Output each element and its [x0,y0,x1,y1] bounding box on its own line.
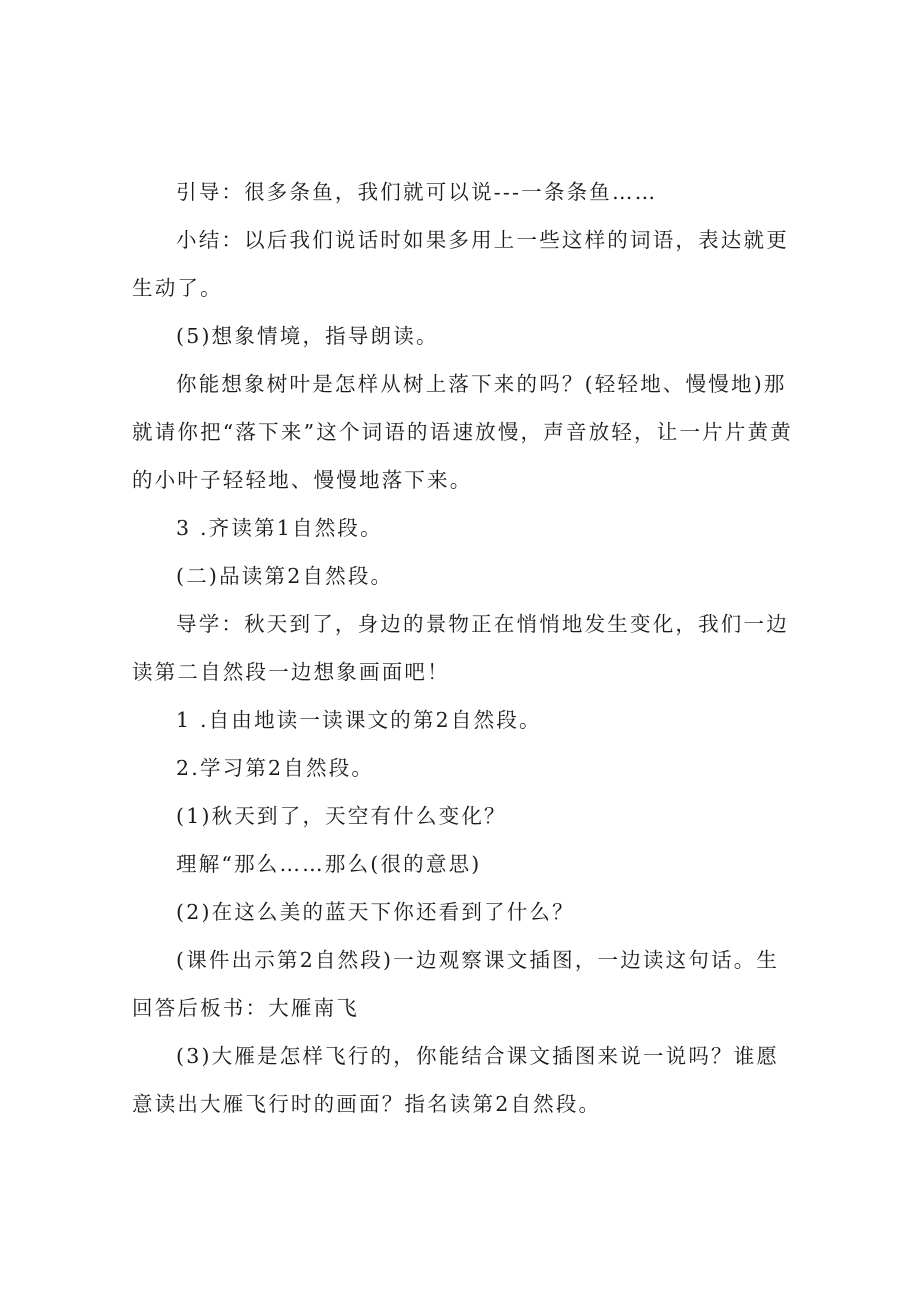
paragraph-blue-sky-question: (2)在这么美的蓝天下你还看到了什么？ [176,900,575,924]
paragraph-guide-fish: 引导：很多条鱼，我们就可以说---一条条鱼…… [176,180,658,204]
paragraph-summary: 小结：以后我们说话时如果多用上一些这样的词语，表达就更生动了。 [132,228,789,300]
document-body [132,168,794,1128]
paragraph-free-reading: 1 .自由地读一读课文的第2自然段。 [176,708,542,732]
paragraph-understand-nameme: 理解“那么……那么(很的意思) [176,852,482,876]
paragraph-geese-question: (3)大雁是怎样飞行的，你能结合课文插图来说一说吗？谁愿意读出大雁飞行时的画面？指名读第2自然段。 [132,1044,780,1116]
paragraph-learn-section-2: 2.学习第2自然段。 [176,756,375,780]
paragraph-leaves-reading: 你能想象树叶是怎样从树上落下来的吗？(轻轻地、慢慢地)那就请你把“落下来”这个词语的语速放慢，声音放轻，让一片片黄黄的小叶子轻轻地、慢慢地落下来。 [132,372,793,492]
paragraph-sky-question: (1)秋天到了，天空有什么变化？ [176,804,507,828]
paragraph-section-2-heading: (二)品读第2自然段。 [176,564,394,588]
paragraph-courseware: (课件出示第2自然段)一边观察课文插图，一边读这句话。生回答后板书：大雁南飞 [132,948,780,1020]
paragraph-guide-autumn: 导学：秋天到了，身边的景物正在悄悄地发生变化，我们一边读第二自然段一边想象画面吧！ [132,612,789,684]
paragraph-step-5: (5)想象情境，指导朗读。 [176,324,439,348]
paragraph-read-section-1: 3 .齐读第1自然段。 [176,516,383,540]
